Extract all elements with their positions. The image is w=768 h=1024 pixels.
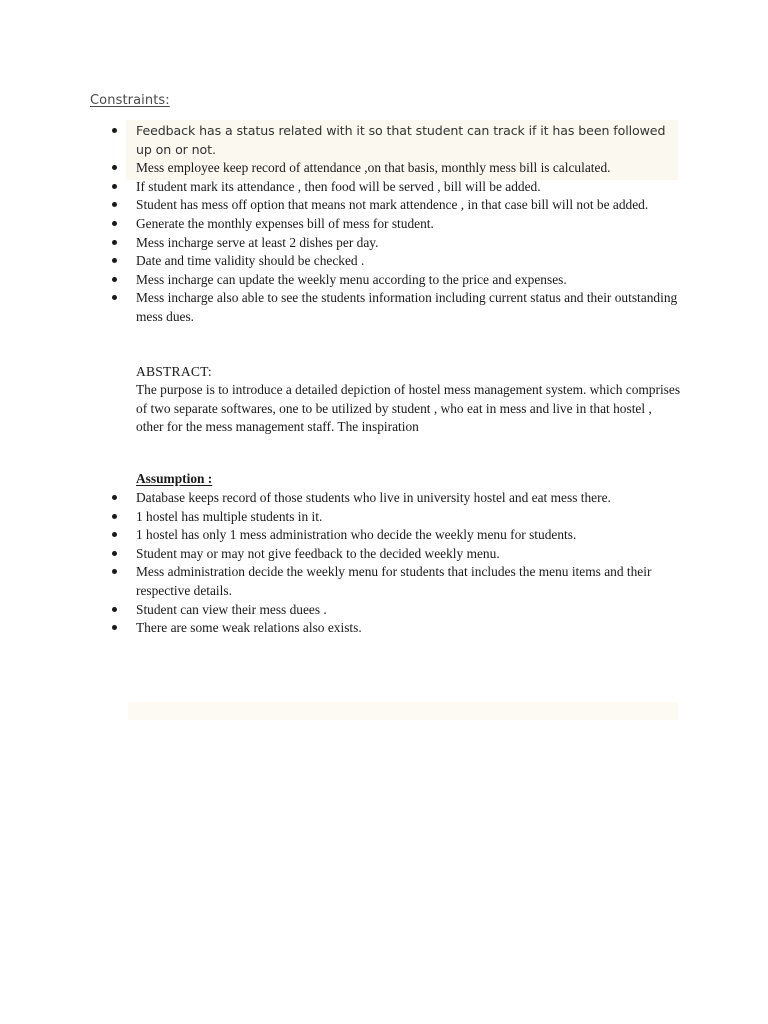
bullet-icon xyxy=(112,607,117,612)
bullet-icon xyxy=(112,258,117,263)
constraints-heading: Constraints: xyxy=(90,93,170,108)
list-item-text: Mess incharge can update the weekly menu according to the price and expenses. xyxy=(136,271,567,287)
bullet-icon xyxy=(112,277,117,282)
bullet-icon xyxy=(112,514,117,519)
abstract-body: The purpose is to introduce a detailed depiction of hostel mess management system. which comprises of two separate softwares, one to be utilized by student , who eat in mess and live in that hostel , other for the mess management staff. The inspiration xyxy=(136,382,681,435)
list-item-text: Feedback has a status related with it so that student can track if it has been followed up on or not. xyxy=(136,123,666,157)
list-item xyxy=(108,159,680,178)
list-item xyxy=(108,563,680,600)
list-item-text: 1 hostel has multiple students in it. xyxy=(136,508,323,524)
list-item xyxy=(108,178,680,197)
list-item-text: Student can view their mess duees . xyxy=(136,601,327,617)
assumption-heading: Assumption : xyxy=(136,471,213,486)
list-item xyxy=(108,289,680,326)
list-item-text: Mess administration decide the weekly menu for students that includes the menu items and their respective details. xyxy=(136,564,652,598)
list-item-text: Date and time validity should be checked . xyxy=(136,253,365,269)
bullet-icon xyxy=(112,240,117,245)
abstract-title: ABSTRACT: xyxy=(136,364,212,379)
bullet-icon xyxy=(112,625,117,630)
constraints-list xyxy=(108,122,680,327)
bullet-icon xyxy=(112,295,117,300)
bullet-icon xyxy=(112,202,117,207)
list-item xyxy=(108,619,680,638)
list-item-text: Student has mess off option that means not mark attendence , in that case bill will not be added. xyxy=(136,197,649,213)
list-item-text: Database keeps record of those students who live in university hostel and eat mess there. xyxy=(136,490,611,505)
bullet-icon xyxy=(112,165,117,170)
list-item-text: Mess incharge serve at least 2 dishes per day. xyxy=(136,234,379,250)
list-item-text: Mess employee keep record of attendance ,on that basis, monthly mess bill is calculated. xyxy=(136,160,611,176)
bullet-icon xyxy=(112,221,117,226)
list-item-text: Student may or may not give feedback to the decided weekly menu. xyxy=(136,545,500,561)
abstract-section xyxy=(136,363,681,437)
list-item xyxy=(108,122,680,159)
bullet-icon xyxy=(112,128,117,133)
bullet-icon xyxy=(112,495,117,500)
list-item xyxy=(108,196,680,215)
list-item xyxy=(108,252,680,271)
bullet-icon xyxy=(112,551,117,556)
list-item xyxy=(108,601,680,620)
bullet-icon xyxy=(112,569,117,574)
list-item xyxy=(108,508,680,527)
bullet-icon xyxy=(112,184,117,189)
highlight-band-bottom xyxy=(128,702,678,720)
list-item xyxy=(108,526,680,545)
bullet-icon xyxy=(112,532,117,537)
list-item xyxy=(108,234,680,253)
list-item-text: If student mark its attendance , then food will be served , bill will be added. xyxy=(136,178,541,194)
assumptions-list xyxy=(108,489,680,638)
list-item xyxy=(108,271,680,290)
list-item-text: There are some weak relations also exists. xyxy=(136,620,362,636)
list-item-text: Generate the monthly expenses bill of mess for student. xyxy=(136,215,434,231)
list-item xyxy=(108,215,680,234)
list-item-text: Mess incharge also able to see the students information including current status and their outstanding mess dues. xyxy=(136,290,678,324)
list-item-text: 1 hostel has only 1 mess administration who decide the weekly menu for students. xyxy=(136,527,577,543)
list-item xyxy=(108,545,680,564)
list-item xyxy=(108,489,680,508)
